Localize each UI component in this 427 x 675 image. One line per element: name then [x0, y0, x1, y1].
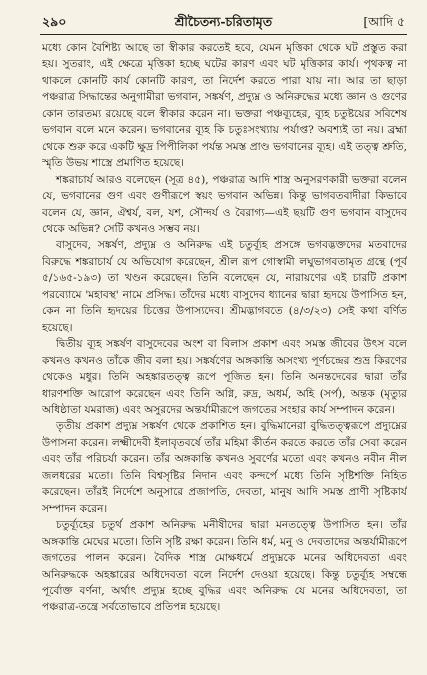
page-number: ২৯০ [42, 14, 67, 29]
page-body [42, 40, 407, 665]
paragraph: শঙ্করাচার্য আরও বলেছেন (সূত্র ৪৫), পঞ্চরাত্র আদি শাস্ত্র অনুসরণকারী ভক্তরা বলেন যে, ভগবানের গুণ এবং গুণীরূপে স্বয়ং ভগবান অভিন্ন। কিন্তু ভাগবতবাদীরা কিভাবে বলেন যে, জ্ঞান, ঐশ্বর্য, বল, যশ, সৌন্দর্য ও বৈরাগ্য—এই ছয়টি গুণ ভগবান বাসুদেব থেকে অভিন্ন? সেটি কখনও সম্ভব নয়। [42, 173, 407, 235]
paragraph: বাসুদেব, সঙ্কর্ষণ, প্রদ্যুম্ন ও অনিরুদ্ধ এই চতুর্ব্যূহ প্রসঙ্গে ভগবদ্ভক্তদের মতবাদের বিরুদ্ধে শঙ্করাচার্য যে অভিযোগ করেছেন, শ্রীল রূপ গোস্বামী লঘুভাগবতামৃত গ্রন্থে (পূর্ব ৫/১৬৫-১৯৩) তা খণ্ডন করেছেন। তিনি বলেছেন যে, নারায়ণের এই চারটি প্রকাশ পরব্যোমে 'মহাবস্থ' নামে প্রসিদ্ধ। তাঁদের মধ্যে বাসুদেব ধ্যানের দ্বারা হৃদয়ে উপাসিত হন, কেন না তিনি হৃদয়ের চিত্তের উপাস্যদেব। শ্রীমদ্ভাগবতে (৪/৩/২৩) সেই কথা বর্ণিত হয়েছে। [42, 239, 407, 334]
paragraph: চতুর্ব্যূহের চতুর্থ প্রকাশ অনিরুদ্ধ মনীষীদের দ্বারা মনতত্ত্বে উপাসিত হন। তাঁর অঙ্গকান্তি মেঘের মতো। তিনি সৃষ্টি রক্ষা করেন। তিনি ধর্ম, মনু ও দেবতাদের অন্তর্যামীরূপে জগতের পালন করেন। বৈদিক শাস্ত্র মোক্ষধর্মে প্রদ্যুম্নকে মনের অধিদেবতা এবং অনিরুদ্ধকে অহঙ্কারের অধিদেবতা বলে নির্দেশ দেওয়া হয়েছে। কিন্তু চতুর্ব্যূহ সম্বন্ধে পূর্বোক্ত বর্ণনা, অর্থাৎ প্রদ্যুম্ন হচ্ছে বুদ্ধির এবং অনিরুদ্ধ যে মনের অধিদেবতা, তা পঞ্চরাত্র-তন্ত্রে সর্বতোভাবে প্রতিপন্ন হয়েছে। [42, 519, 407, 614]
section-marker: [আদি ৫ [363, 14, 405, 29]
header-rule [40, 34, 407, 35]
paragraph: মধ্যে কোন বৈশিষ্ট্য আছে তা স্বীকার করতেই হবে, যেমন মৃত্তিকা থেকে ঘট প্রস্তুত করা হয়। সুতরাং, এই ক্ষেত্রে মৃত্তিকা হচ্ছে ঘটের কারণ এবং ঘট মৃত্তিকার কার্য। পৃথকত্ব না থাকলে কোনটি কার্য কোনটি কারণ, তা নির্দেশ করতে পারা যায় না। আর তা ছাড়া পঞ্চরাত্র সিদ্ধান্তের অনুগামীরা ভগবান, সঙ্কর্ষণ, প্রদ্যুম্ন ও অনিরুদ্ধের মধ্যে জ্ঞান ও গুণের কোন তারতম্য রয়েছে বলে স্বীকার করেন না। ভক্তরা পঞ্চব্যূহের, ব্যূহ চতুষ্টয়ের সবিশেষ ভগবান বলে মনে করেন। ভগবানের ব্যূহ কি চতুঃসংখ্যায় পর্যাপ্ত? অবশ্যই তা নয়। ব্রহ্মা থেকে শুরু করে একটি ক্ষুদ্র পিপীলিকা পর্যন্ত সমস্ত প্রাণ্ড ভগবানের ব্যূহ। এই তত্ত্ব শ্রুতি, স্মৃতি উভয় শাস্ত্রে প্রমাণিত হয়েছে। [42, 42, 407, 170]
paragraph: দ্বিতীয় ব্যূহ সঙ্কর্ষণ বাসুদেবের অংশ বা বিলাস প্রকাশ এবং সমস্ত জীবের উৎস বলে কখনও কখনও তাঁকে জীব বলা হয়। সঙ্কর্ষণের অঙ্গকান্তি অসংখ্য পূর্ণচন্দ্রের শুভ্র কিরণের থেকেও মধুর। তিনি অহঙ্কারতত্ত্ব রূপে পূজিত হন। তিনি অনন্তদেবের দ্বারা তাঁর ধারণশক্তি আরোপ করেছেন এবং তিনি অগ্নি, রুদ্র, অধর্ম, অহি (সর্প), অন্তক (মৃত্যুর অধিষ্ঠাতা যমরাজ) এবং অসুরদের অন্তর্যামীরূপে জগতের সংহার কার্য সম্পাদন করেন। [42, 338, 407, 416]
page-header [42, 12, 405, 32]
running-title: শ্রীচৈতন্য-চরিতামৃত [174, 14, 273, 29]
paragraph: তৃতীয় প্রকাশ প্রদ্যুম্ন সঙ্কর্ষণ থেকে প্রকাশিত হন। বুদ্ধিমানেরা বুদ্ধিতত্ত্বরূপে প্রদ্যুম্নের উপাসনা করেন। লক্ষ্মীদেবী ইলাবৃতবর্ষে তাঁর মহিমা কীর্তন করতে করতে তাঁর সেবা করেন এবং তাঁর পরিচর্যা করেন। তাঁর অঙ্গকান্তি কখনও সুবর্ণের মতো এবং কখনও নবীন নীল জলধরের মতো। তিনি বিশ্বসৃষ্টির নিদান এবং কন্দর্পে মধ্যে তিনি সৃষ্টিশক্তি নিহিত করেছেন। তাঁরই নির্দেশে অনুসারে প্রজাপতি, দেবতা, মানুষ আদি সমস্ত প্রাণী সৃষ্টিকার্য সম্পাদন করেন। [42, 420, 407, 515]
